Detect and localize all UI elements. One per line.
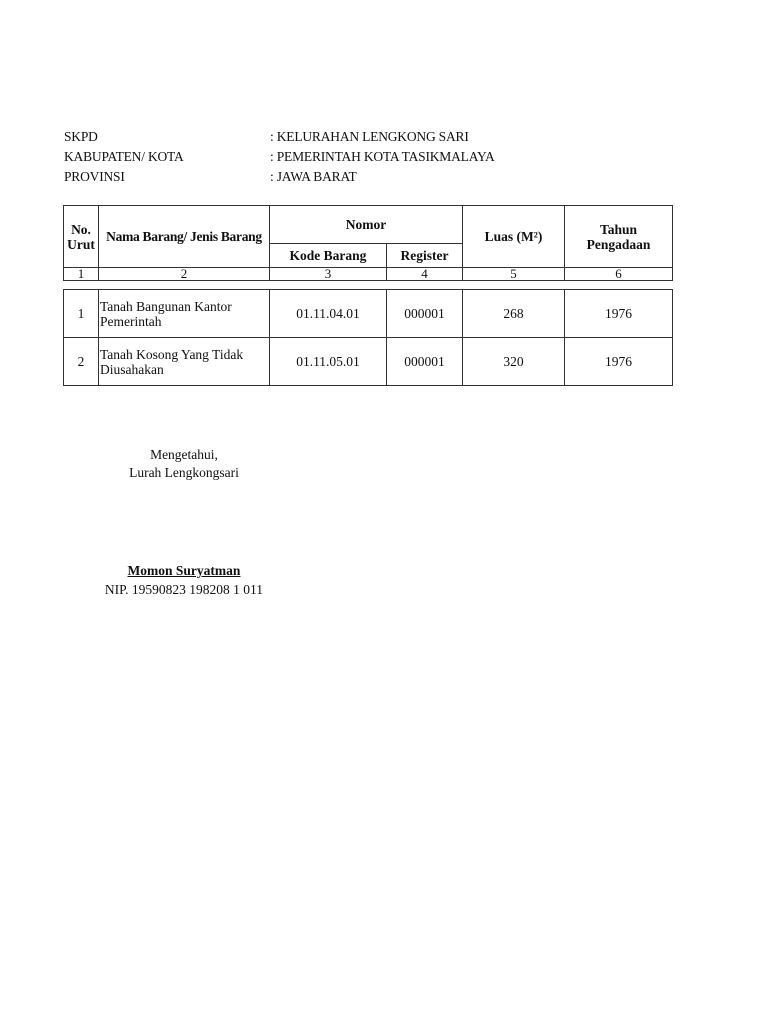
signature-line-2: Lurah Lengkongsari <box>129 465 239 480</box>
header-kode-barang: Kode Barang <box>270 244 387 268</box>
cell-register: 000001 <box>387 290 463 338</box>
cell-no: 2 <box>64 338 99 386</box>
signature-line-1: Mengetahui, <box>150 447 218 462</box>
table-row <box>64 338 673 386</box>
cell-tahun: 1976 <box>565 290 673 338</box>
table-body <box>63 289 673 386</box>
cell-kode: 01.11.05.01 <box>270 338 387 386</box>
header-value: : JAWA BARAT <box>270 167 357 187</box>
column-number: 1 <box>64 268 99 281</box>
header-label: SKPD <box>64 129 98 144</box>
column-number: 3 <box>270 268 387 281</box>
cell-register: 000001 <box>387 338 463 386</box>
header-row-provinsi <box>64 167 495 187</box>
header-tahun: Tahun Pengadaan <box>565 206 673 268</box>
header-nomor: Nomor <box>270 206 463 244</box>
cell-kode: 01.11.04.01 <box>270 290 387 338</box>
column-number-row <box>64 268 673 281</box>
column-number: 5 <box>463 268 565 281</box>
cell-luas: 268 <box>463 290 565 338</box>
header-info <box>64 127 495 187</box>
header-nama-barang: Nama Barang/ Jenis Barang <box>99 206 270 268</box>
cell-tahun: 1976 <box>565 338 673 386</box>
column-number: 4 <box>387 268 463 281</box>
header-value: : KELURAHAN LENGKONG SARI <box>270 127 469 147</box>
column-number: 2 <box>99 268 270 281</box>
table-row <box>64 290 673 338</box>
cell-no: 1 <box>64 290 99 338</box>
header-row-kabupaten <box>64 147 495 167</box>
signature-name <box>64 562 304 580</box>
header-label: KABUPATEN/ KOTA <box>64 149 184 164</box>
signatory-name: Momon Suryatman <box>127 563 241 578</box>
cell-nama: Tanah Kosong Yang Tidak Diusahakan <box>99 338 270 386</box>
header-register: Register <box>387 244 463 268</box>
header-row-skpd <box>64 127 495 147</box>
signatory-nip: NIP. 19590823 198208 1 011 <box>104 582 264 597</box>
column-number: 6 <box>565 268 673 281</box>
cell-nama: Tanah Bangunan Kantor Pemerintah <box>99 290 270 338</box>
header-label: PROVINSI <box>64 169 125 184</box>
table-header <box>63 205 673 281</box>
header-no-urut: No. Urut <box>64 206 99 268</box>
cell-luas: 320 <box>463 338 565 386</box>
header-luas: Luas (M²) <box>463 206 565 268</box>
header-value: : PEMERINTAH KOTA TASIKMALAYA <box>270 147 495 167</box>
